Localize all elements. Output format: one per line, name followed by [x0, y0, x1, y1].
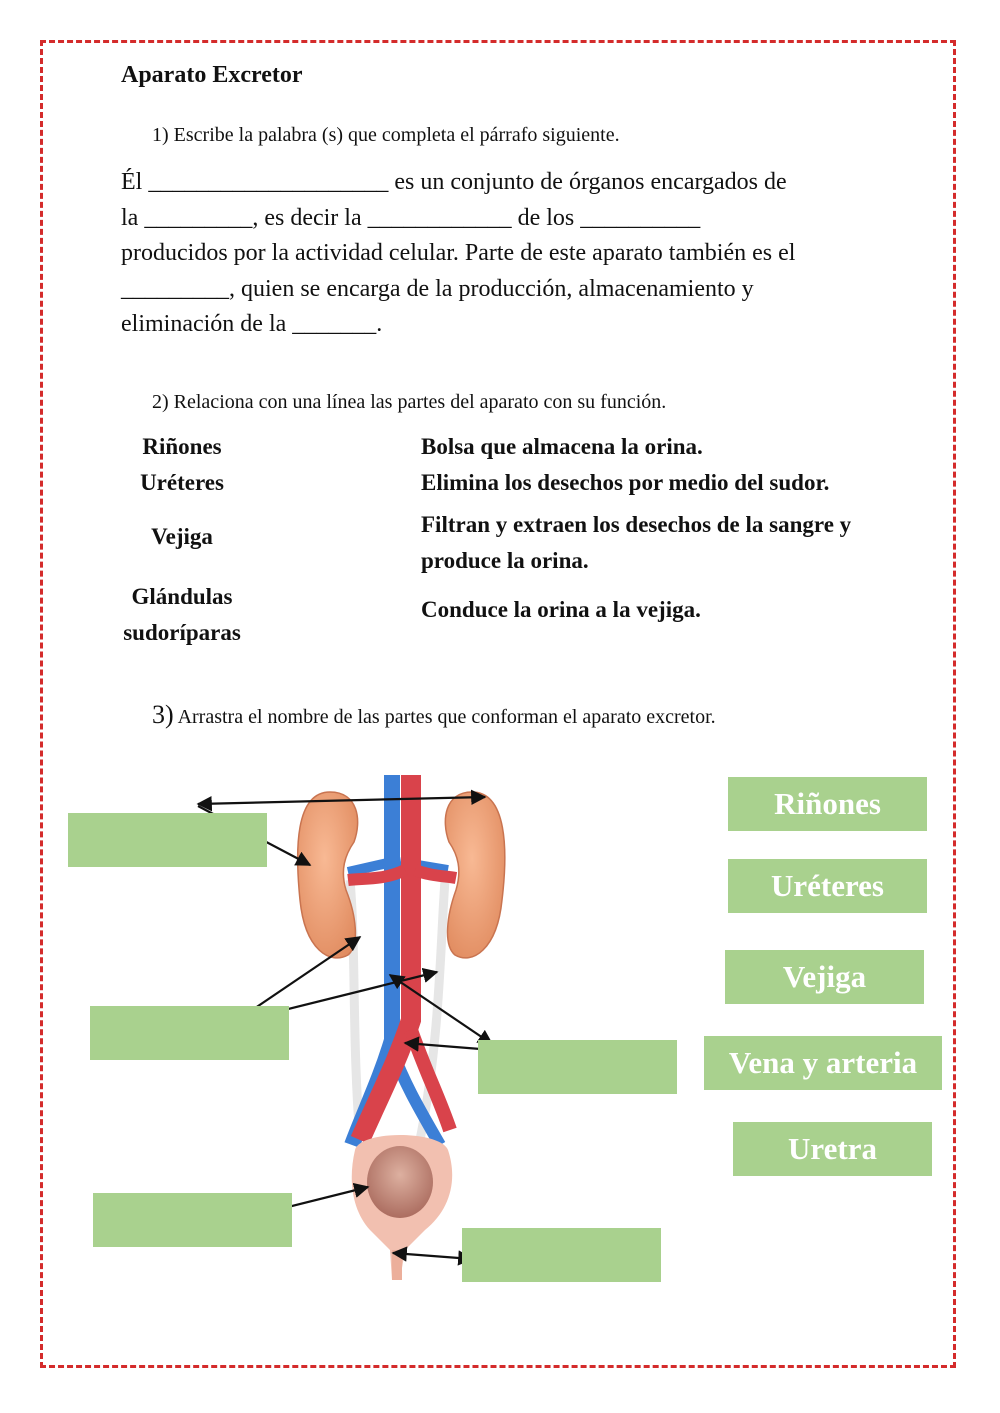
- part-glandulas-sudoriparas[interactable]: Glándulas sudoríparas: [123, 584, 241, 645]
- q1-line: producidos por la actividad celular. Parte de este aparato también es el: [121, 240, 796, 266]
- q1-line: la _________, es decir la ____________ de los __________: [121, 204, 701, 231]
- q1-instruction: 1) Escribe la palabra (s) que completa el párrafo siguiente.: [152, 124, 620, 146]
- drag-label-vena-y-arteria[interactable]: Vena y arteria: [704, 1036, 942, 1090]
- q1-line: eliminación de la _______.: [121, 311, 383, 337]
- function-sudor[interactable]: Elimina los desechos por medio del sudor.: [421, 470, 830, 495]
- q1-line: Él ____________________ es un conjunto de órganos encargados de: [121, 169, 787, 195]
- drop-target-3[interactable]: [478, 1040, 677, 1094]
- q2-instruction: 2) Relaciona con una línea las partes del aparato con su función.: [152, 391, 667, 413]
- arrow-urethra: [393, 1253, 472, 1259]
- drop-target-2[interactable]: [90, 1006, 289, 1060]
- drag-label-vejiga[interactable]: Vejiga: [725, 950, 924, 1004]
- bladder: [367, 1146, 433, 1218]
- function-conduce[interactable]: Conduce la orina a la vejiga.: [421, 597, 701, 622]
- drop-target-1[interactable]: [68, 813, 267, 867]
- function-filtran[interactable]: Filtran y extraen los desechos de la sangre y produce la orina.: [421, 512, 852, 573]
- drop-target-5[interactable]: [462, 1228, 661, 1282]
- drag-label-ureteres[interactable]: Uréteres: [728, 859, 927, 913]
- drop-target-4[interactable]: [93, 1193, 292, 1247]
- drag-label-uretra[interactable]: Uretra: [733, 1122, 932, 1176]
- function-bolsa[interactable]: Bolsa que almacena la orina.: [421, 434, 703, 459]
- page-title: Aparato Excretor: [121, 62, 303, 88]
- drag-label-rinones[interactable]: Riñones: [728, 777, 927, 831]
- part-ureteres[interactable]: Uréteres: [140, 470, 224, 495]
- q3-number: 3): [152, 700, 174, 729]
- q1-line: _________, quien se encarga de la producción, almacenamiento y: [121, 275, 754, 302]
- renal-artery-right: [415, 870, 456, 878]
- q3-instruction-text: Arrastra el nombre de las partes que conforman el aparato excretor.: [177, 706, 716, 728]
- part-rinones[interactable]: Riñones: [142, 434, 222, 459]
- part-vejiga[interactable]: Vejiga: [151, 524, 213, 549]
